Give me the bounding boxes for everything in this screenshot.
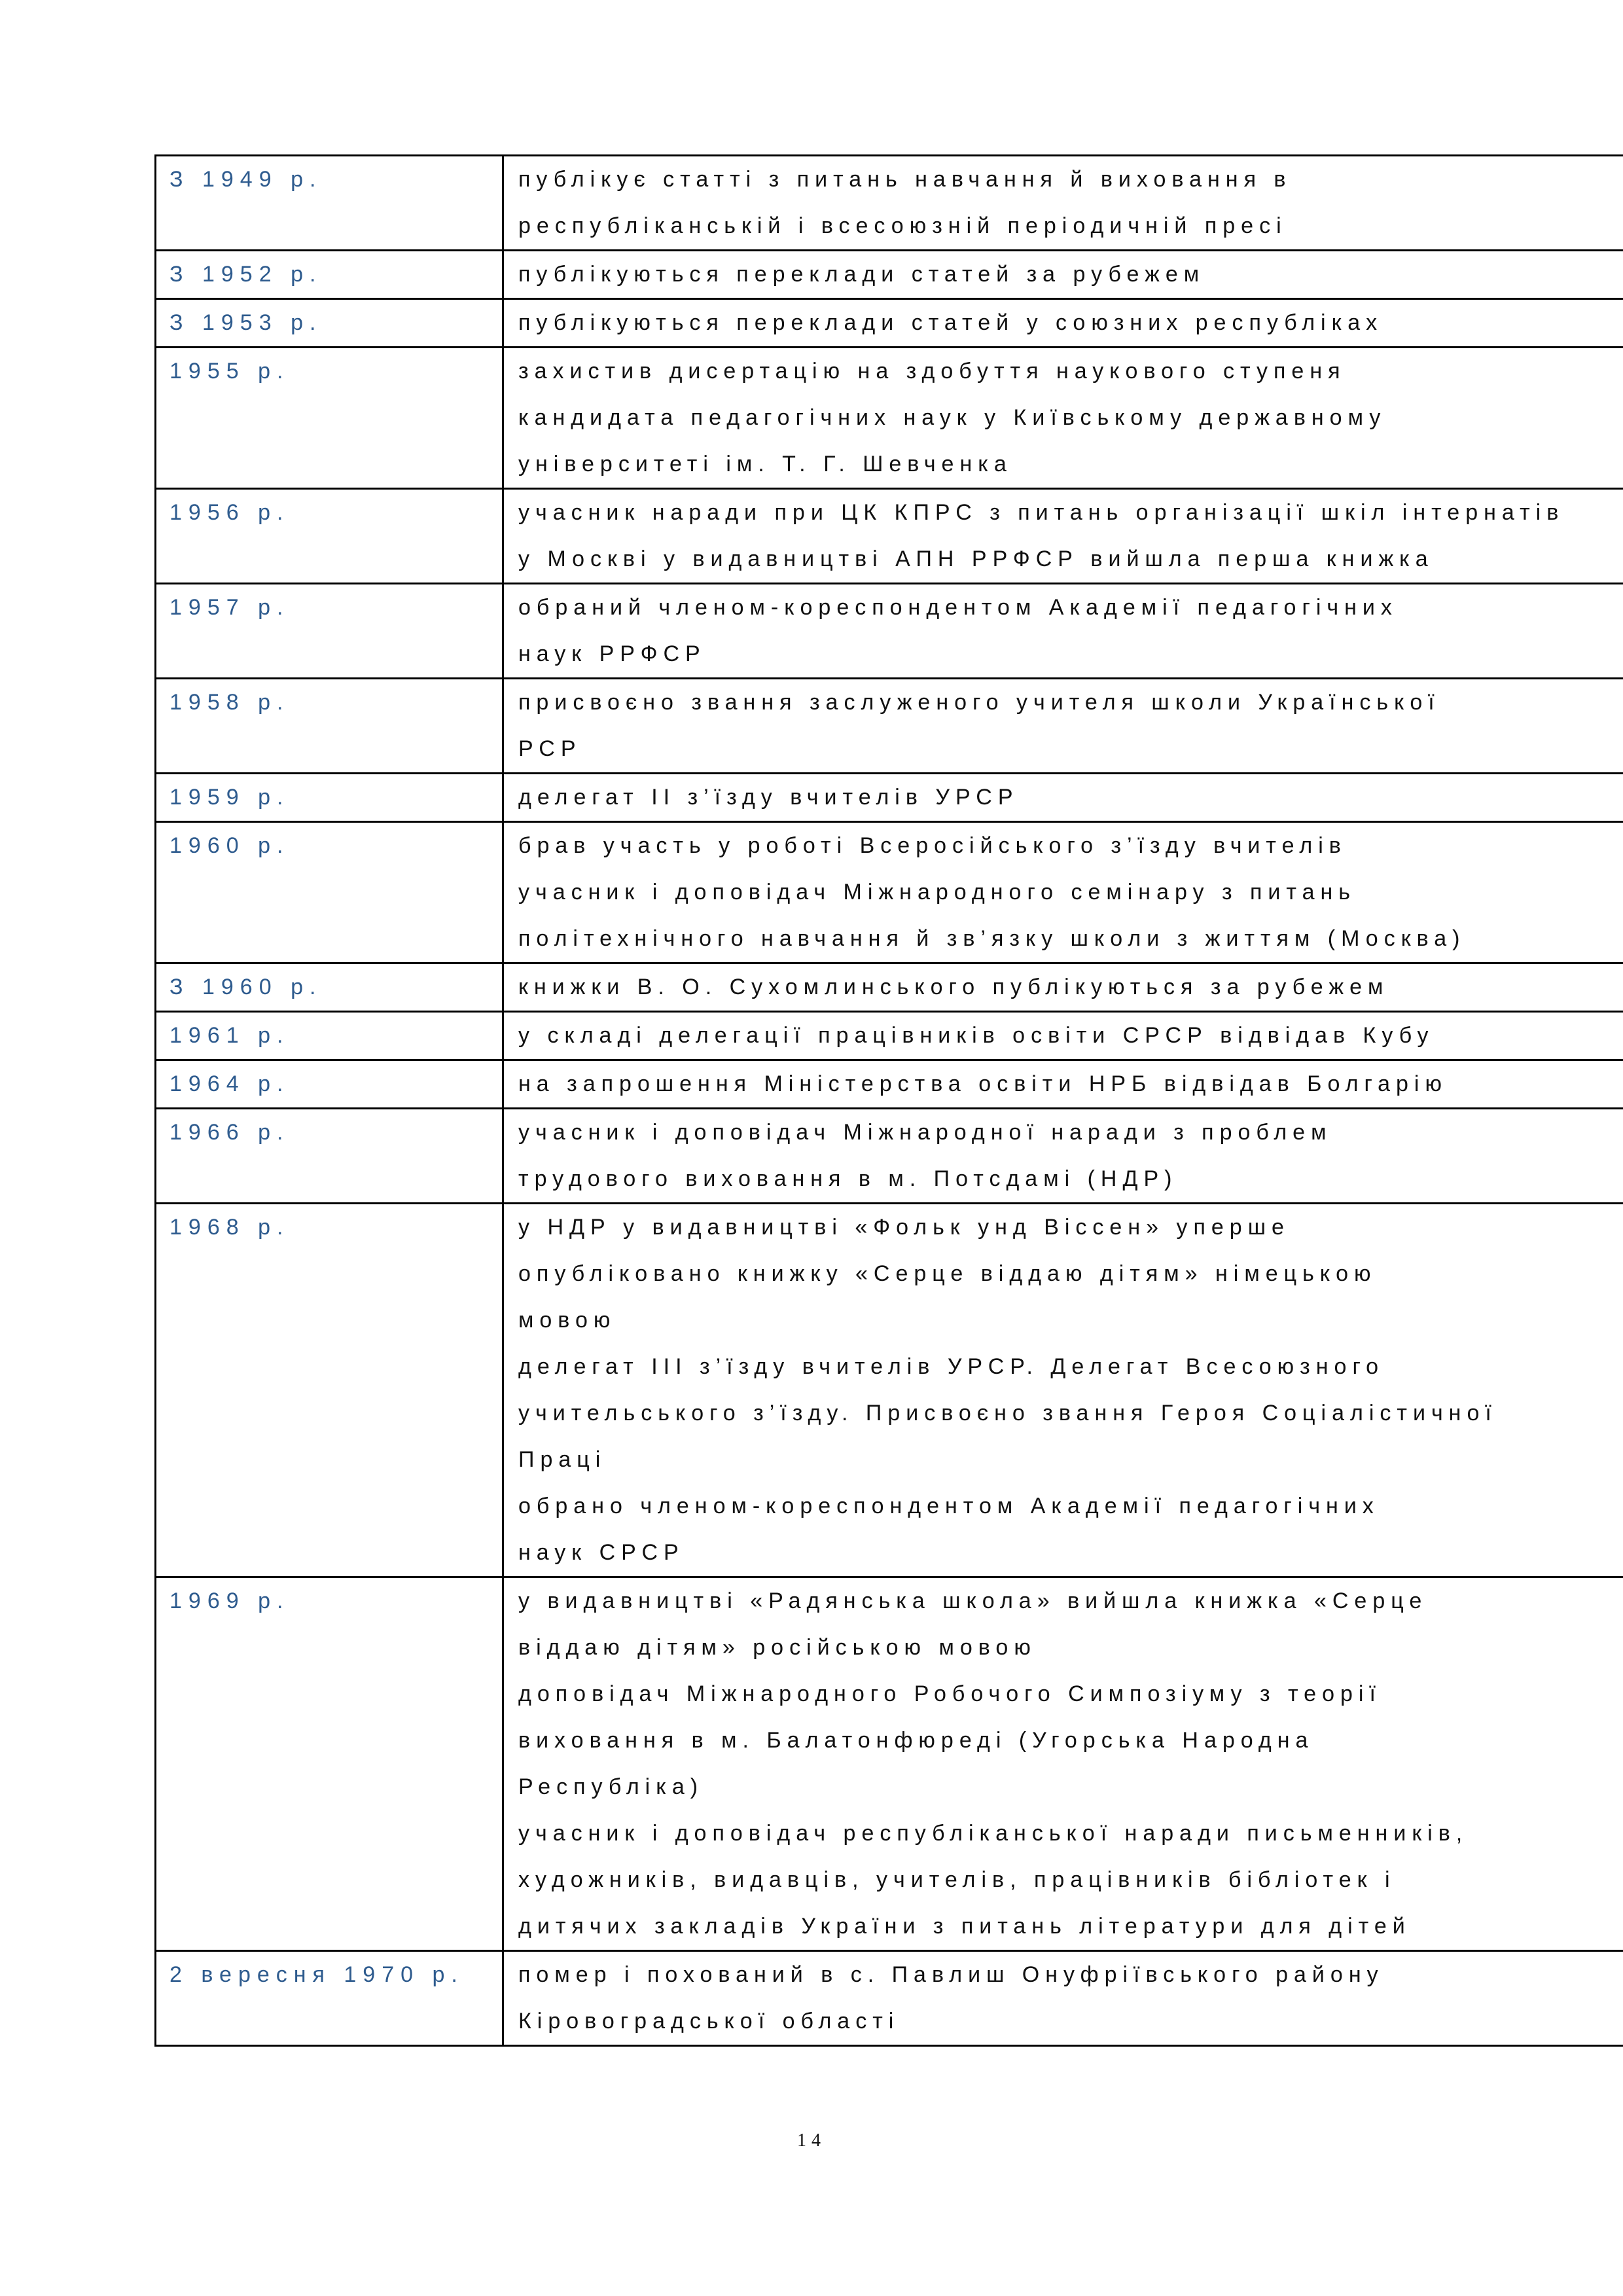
event-cell [503, 774, 1623, 822]
event-cell [503, 1577, 1623, 1951]
event-line: наук СРСР [518, 1540, 685, 1565]
row-date: 1960 р. [169, 833, 290, 858]
page-number: 14 [797, 2130, 826, 2151]
event-line: кандидата педагогічних наук у Київському державному [518, 405, 1387, 430]
event-line: захистив дисертацію на здобуття наукового ступеня [518, 359, 1346, 384]
chronology-table [154, 154, 1623, 2047]
event-cell [503, 1060, 1623, 1109]
table-row [156, 1109, 1623, 1204]
date-cell [156, 584, 503, 679]
row-date: 1959 р. [169, 785, 290, 810]
date-cell [156, 1204, 503, 1577]
event-line: наук РРФСР [518, 641, 706, 666]
date-cell [156, 1109, 503, 1204]
event-line: учасник наради при ЦК КПРС з питань організації шкіл інтернатів [518, 500, 1565, 525]
event-line: доповідач Міжнародного Робочого Симпозіуму з теорії [518, 1681, 1382, 1706]
event-line: учасник і доповідач Міжнародної наради з проблем [518, 1120, 1332, 1145]
row-date: З 1949 р. [169, 167, 323, 192]
event-line: учасник і доповідач Міжнародного семінару з питань [518, 880, 1356, 905]
event-line: присвоєно звання заслуженого учителя школи Української [518, 690, 1440, 715]
row-date: 2 вересня 1970 р. [169, 1962, 464, 1987]
date-cell [156, 963, 503, 1012]
event-line: РСР [518, 736, 582, 761]
event-cell [503, 679, 1623, 774]
date-cell [156, 1012, 503, 1060]
table-row [156, 1060, 1623, 1109]
event-cell [503, 822, 1623, 963]
date-cell [156, 156, 503, 251]
event-line: Кіровоградської області [518, 2009, 900, 2034]
event-cell [503, 1109, 1623, 1204]
event-cell [503, 156, 1623, 251]
table-row [156, 1951, 1623, 2046]
row-date: 1966 р. [169, 1120, 290, 1145]
event-line: помер і похований в с. Павлиш Онуфріївського району [518, 1962, 1384, 1987]
chronology-table-body [156, 156, 1623, 2046]
event-line: публікуються переклади статей у союзних республіках [518, 310, 1383, 335]
event-cell [503, 299, 1623, 348]
row-date: 1958 р. [169, 690, 290, 715]
event-cell [503, 489, 1623, 584]
event-cell [503, 348, 1623, 489]
event-line: обраний членом-кореспондентом Академії педагогічних [518, 595, 1398, 620]
row-date: З 1953 р. [169, 310, 323, 335]
table-row [156, 679, 1623, 774]
date-cell [156, 822, 503, 963]
row-date: З 1952 р. [169, 262, 323, 287]
event-cell [503, 584, 1623, 679]
event-line: публікує статті з питань навчання й виховання в [518, 167, 1292, 192]
table-row [156, 584, 1623, 679]
event-line: делегат III з’їзду вчителів УРСР. Делегат Всесоюзного [518, 1354, 1385, 1379]
row-date: 1961 р. [169, 1023, 290, 1048]
event-line: Республіка) [518, 1774, 704, 1799]
date-cell [156, 299, 503, 348]
table-row [156, 1012, 1623, 1060]
row-date: З 1960 р. [169, 975, 323, 999]
event-line: на запрошення Міністерства освіти НРБ відвідав Болгарію [518, 1071, 1448, 1096]
table-row [156, 489, 1623, 584]
event-line: трудового виховання в м. Потсдамі (НДР) [518, 1166, 1178, 1191]
table-row [156, 774, 1623, 822]
event-line: обрано членом-кореспондентом Академії педагогічних [518, 1494, 1380, 1518]
row-date: 1969 р. [169, 1588, 290, 1613]
date-cell [156, 1951, 503, 2046]
event-line: учасник і доповідач республіканської наради письменників, [518, 1821, 1469, 1846]
event-line: у НДР у видавництві «Фольк унд Віссен» уперше [518, 1215, 1290, 1240]
table-row [156, 822, 1623, 963]
date-cell [156, 489, 503, 584]
event-line: політехнічного навчання й зв’язку школи з життям (Москва) [518, 926, 1466, 951]
event-line: учительського з’їзду. Присвоєно звання Героя Соціалістичної [518, 1401, 1497, 1426]
event-cell [503, 1204, 1623, 1577]
event-line: виховання в м. Балатонфюреді (Угорська Народна [518, 1728, 1314, 1753]
table-row [156, 1204, 1623, 1577]
event-cell [503, 963, 1623, 1012]
date-cell [156, 1577, 503, 1951]
row-date: 1956 р. [169, 500, 290, 525]
date-cell [156, 774, 503, 822]
event-line: дитячих закладів України з питань літератури для дітей [518, 1914, 1411, 1939]
event-line: університеті ім. Т. Г. Шевченка [518, 452, 1012, 476]
table-row [156, 1577, 1623, 1951]
row-date: 1968 р. [169, 1215, 290, 1240]
date-cell [156, 679, 503, 774]
event-line: делегат II з’їзду вчителів УРСР [518, 785, 1019, 810]
event-line: опубліковано книжку «Серце віддаю дітям» німецькою [518, 1261, 1377, 1286]
event-line: брав участь у роботі Всеросійського з’їзду вчителів [518, 833, 1347, 858]
row-date: 1955 р. [169, 359, 290, 384]
event-cell [503, 1012, 1623, 1060]
event-line: книжки В. О. Сухомлинського публікуються за рубежем [518, 975, 1389, 999]
table-row [156, 299, 1623, 348]
event-cell [503, 1951, 1623, 2046]
date-cell [156, 348, 503, 489]
row-date: 1957 р. [169, 595, 290, 620]
event-line: у видавництві «Радянська школа» вийшла книжка «Серце [518, 1588, 1428, 1613]
row-date: 1964 р. [169, 1071, 290, 1096]
event-line: Праці [518, 1447, 607, 1472]
table-row [156, 963, 1623, 1012]
table-row [156, 348, 1623, 489]
table-row [156, 156, 1623, 251]
event-line: художників, видавців, учителів, працівників бібліотек і [518, 1867, 1396, 1892]
event-line: віддаю дітям» російською мовою [518, 1635, 1037, 1660]
table-row [156, 251, 1623, 299]
event-cell [503, 251, 1623, 299]
event-line: республіканській і всесоюзній періодичній пресі [518, 213, 1287, 238]
event-line: у складі делегації працівників освіти СРСР відвідав Кубу [518, 1023, 1435, 1048]
event-line: мовою [518, 1308, 616, 1333]
date-cell [156, 251, 503, 299]
event-line: у Москві у видавництві АПН РРФСР вийшла перша книжка [518, 547, 1434, 571]
event-line: публікуються переклади статей за рубежем [518, 262, 1205, 287]
date-cell [156, 1060, 503, 1109]
